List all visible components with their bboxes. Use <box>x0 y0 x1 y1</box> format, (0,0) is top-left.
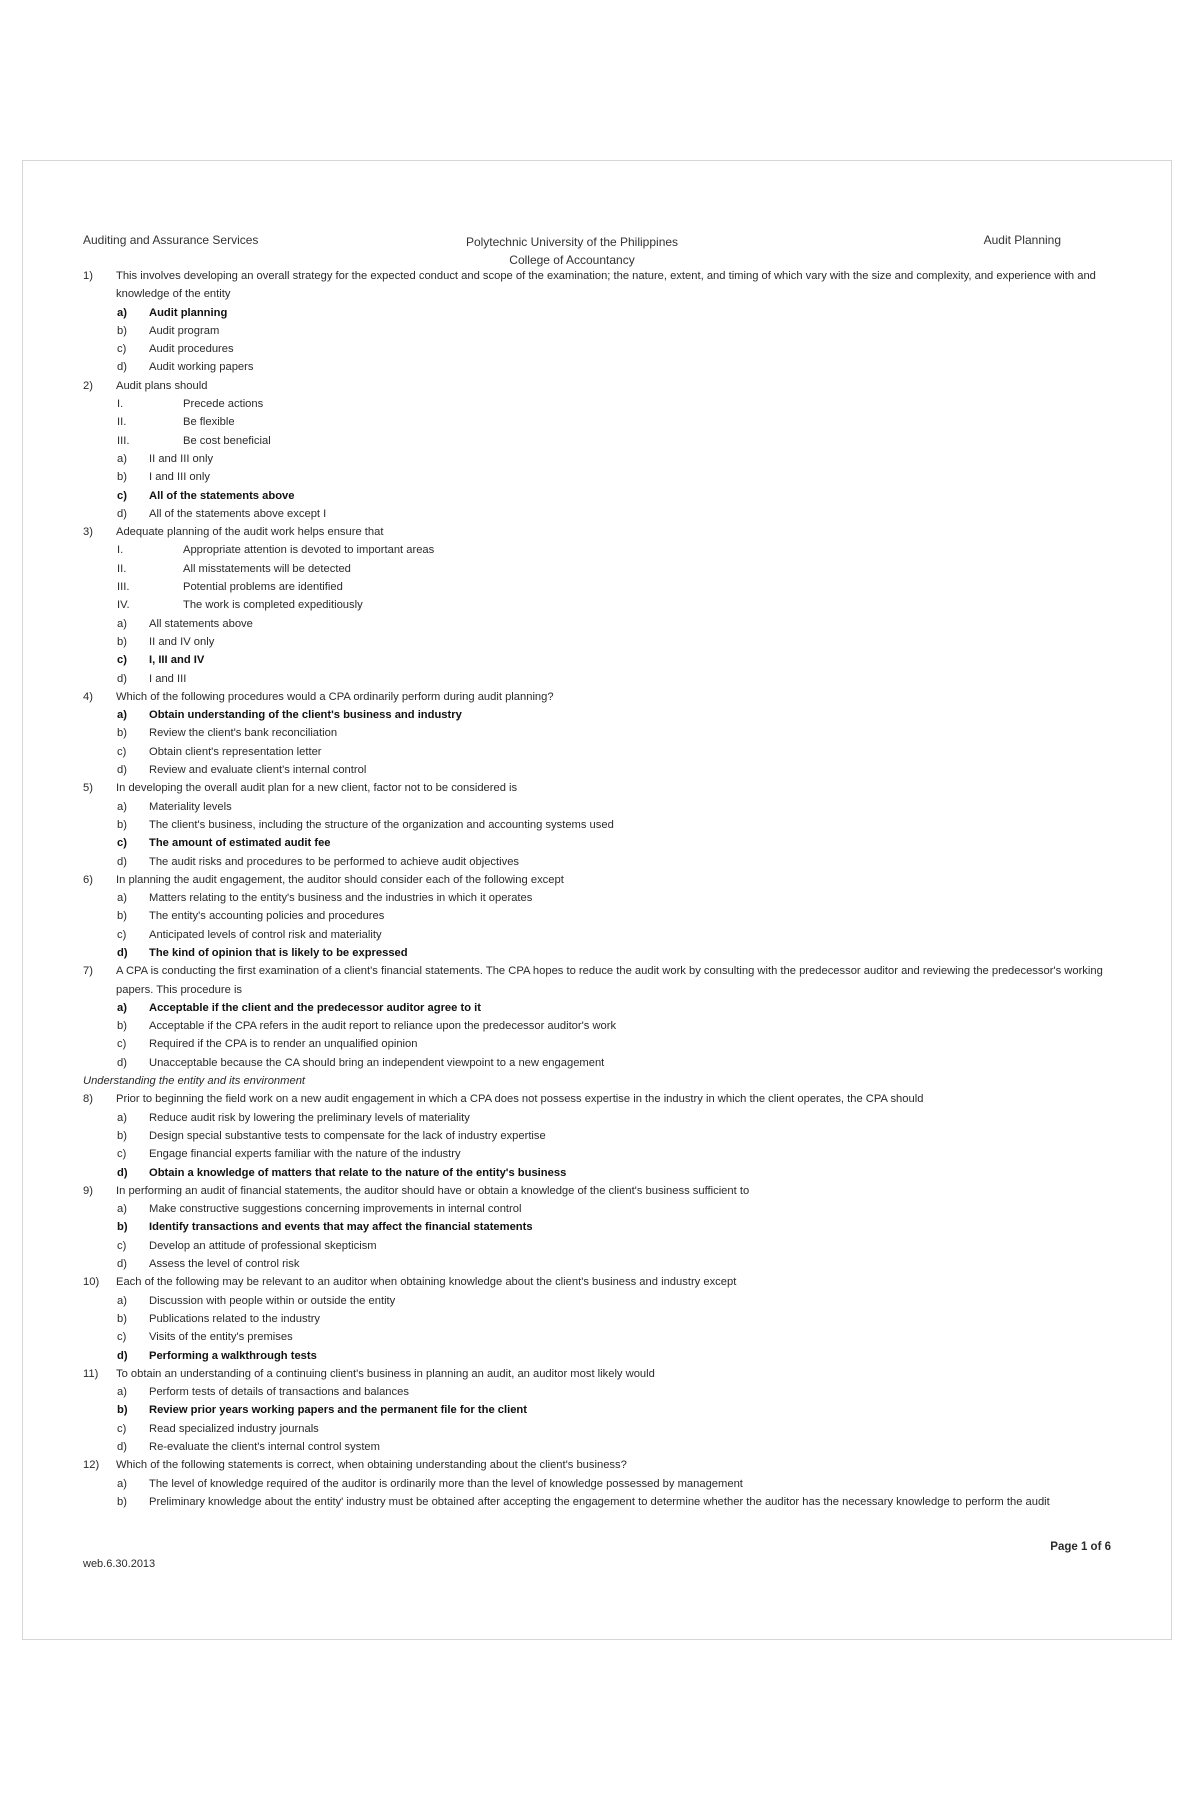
choice-label: a) <box>117 800 127 813</box>
choice-c <box>83 743 1111 761</box>
choice-label: d) <box>117 1441 127 1453</box>
choice-b <box>83 322 1111 340</box>
choice-text: Audit working papers <box>149 361 254 374</box>
choice-text: Materiality levels <box>149 800 232 813</box>
choice-text: Publications related to the industry <box>149 1312 321 1325</box>
choice-text: Re-evaluate the client's internal control system <box>149 1441 380 1453</box>
question-6 <box>83 871 1111 889</box>
question-text: This involves developing an overall strategy for the expected conduct and scope of the examination; the nature, extent, and timing of which vary with the size and complexity, and experience with and knowledge of the entity <box>116 270 1096 301</box>
question-number: 2) <box>83 379 93 392</box>
choice-label: c) <box>117 343 127 356</box>
choice-text: Identify transactions and events that may affect the financial statements <box>149 1221 533 1234</box>
choice-b <box>83 1017 1111 1035</box>
choice-label: c) <box>117 1331 127 1344</box>
choice-label: c) <box>117 1038 127 1051</box>
question-9 <box>83 1182 1111 1200</box>
choice-text: All statements above <box>149 617 253 630</box>
choice-text: The entity's accounting policies and procedures <box>149 910 385 923</box>
choice-label: d) <box>117 1166 128 1179</box>
choice-a <box>83 706 1111 724</box>
question-text: In developing the overall audit plan for a new client, factor not to be considered is <box>116 782 518 795</box>
choice-label: b) <box>117 635 127 648</box>
choice-c <box>83 1145 1111 1163</box>
choice-text: The amount of estimated audit fee <box>149 837 331 850</box>
choice-text: Unacceptable because the CA should bring an independent viewpoint to a new engagement <box>149 1056 605 1069</box>
choice-d <box>83 761 1111 779</box>
choice-c <box>83 487 1111 505</box>
choice-label: b) <box>117 1312 127 1325</box>
choice-text: All of the statements above <box>149 489 295 502</box>
choice-text: Potential problems are identified <box>183 581 343 594</box>
question-2 <box>83 377 1111 395</box>
choice-label: a) <box>117 1203 127 1216</box>
choice-text: Visits of the entity's premises <box>149 1331 293 1344</box>
question-5 <box>83 779 1111 797</box>
question-number: 3) <box>83 526 93 539</box>
choice-b <box>83 468 1111 486</box>
choice-text: Preliminary knowledge about the entity' industry must be obtained after accepting the engagement to determine whether the auditor has the necessary knowledge to perform the audit <box>149 1495 1050 1508</box>
choice-text: Performing a walkthrough tests <box>149 1349 317 1362</box>
choice-text: All misstatements will be detected <box>183 562 351 575</box>
choice-d <box>83 853 1111 871</box>
choice-a <box>83 999 1111 1017</box>
choice-text: The level of knowledge required of the auditor is ordinarily more than the level of knowledge possessed by management <box>149 1477 743 1490</box>
question-number: 1) <box>83 270 93 282</box>
question-text: Each of the following may be relevant to an auditor when obtaining knowledge about the client's business and industry except <box>116 1276 737 1289</box>
statement-iii <box>83 578 1111 596</box>
choice-label: a) <box>117 306 127 319</box>
choice-c <box>83 926 1111 944</box>
choice-label: a) <box>117 709 127 722</box>
header-university: Polytechnic University of the Philippines <box>465 235 679 249</box>
choice-label: c) <box>117 837 127 850</box>
header-topic: Audit Planning <box>983 233 1061 247</box>
choice-a <box>83 1292 1111 1310</box>
choice-a <box>83 1383 1111 1401</box>
choice-a <box>83 798 1111 816</box>
choice-text: II and III only <box>149 452 214 465</box>
question-10 <box>83 1273 1111 1291</box>
choice-text: The client's business, including the structure of the organization and accounting systems used <box>149 818 614 831</box>
choice-label: b) <box>117 324 127 337</box>
choice-c <box>83 1237 1111 1255</box>
choice-text: Anticipated levels of control risk and materiality <box>149 928 382 941</box>
choice-b <box>83 907 1111 925</box>
question-number: 6) <box>83 873 93 886</box>
choice-d <box>83 505 1111 523</box>
document-page <box>22 160 1172 1640</box>
choice-label: I. <box>117 398 124 411</box>
choice-text: Design special substantive tests to compensate for the lack of industry expertise <box>149 1129 546 1142</box>
question-number: 10) <box>83 1276 100 1289</box>
choice-label: b) <box>117 471 127 484</box>
page-number: Page 1 of 6 <box>1050 1541 1111 1553</box>
question-text: Which of the following statements is correct, when obtaining understanding about the client's business? <box>116 1459 627 1472</box>
question-number: 11) <box>83 1367 99 1380</box>
question-number: 4) <box>83 690 93 703</box>
statement-i <box>83 395 1111 413</box>
choice-text: Obtain a knowledge of matters that relate to the nature of the entity's business <box>149 1166 567 1179</box>
choice-c <box>83 1420 1111 1438</box>
statement-iv <box>83 596 1111 614</box>
choice-d <box>83 358 1111 376</box>
choice-text: Develop an attitude of professional skepticism <box>149 1239 377 1252</box>
choice-label: a) <box>117 892 127 905</box>
choice-c <box>83 651 1111 669</box>
choice-label: III. <box>117 434 130 447</box>
question-number: 9) <box>83 1184 93 1197</box>
choice-label: b) <box>117 727 127 740</box>
choice-text: Engage financial experts familiar with the nature of the industry <box>149 1148 461 1161</box>
choice-a <box>83 1200 1111 1218</box>
choice-text: Precede actions <box>183 398 264 411</box>
choice-label: III. <box>117 581 130 594</box>
choice-c <box>83 1328 1111 1346</box>
question-number: 7) <box>83 965 93 978</box>
choice-d <box>83 670 1111 688</box>
question-number: 12) <box>83 1459 100 1472</box>
choice-a <box>83 1475 1111 1493</box>
choice-text: Be cost beneficial <box>183 434 271 447</box>
choice-b <box>83 724 1111 742</box>
choice-text: Appropriate attention is devoted to important areas <box>183 544 435 557</box>
choice-label: b) <box>117 1495 127 1508</box>
statement-iii <box>83 432 1111 450</box>
question-11 <box>83 1365 1111 1383</box>
choice-text: The work is completed expeditiously <box>183 599 363 612</box>
choice-label: b) <box>117 1404 128 1417</box>
choice-label: II. <box>117 416 127 429</box>
choice-label: c) <box>117 1422 127 1435</box>
choice-text: Obtain client's representation letter <box>149 745 322 758</box>
choice-d <box>83 1438 1111 1456</box>
question-list <box>83 267 1111 1511</box>
choice-label: c) <box>117 654 127 667</box>
choice-d <box>83 1347 1111 1365</box>
choice-label: a) <box>117 1386 127 1399</box>
choice-label: a) <box>117 1111 127 1124</box>
choice-text: Matters relating to the entity's business and the industries in which it operates <box>149 892 533 905</box>
choice-text: The audit risks and procedures to be performed to achieve audit objectives <box>149 855 520 868</box>
choice-label: d) <box>117 1349 128 1362</box>
choice-a <box>83 889 1111 907</box>
choice-text: Assess the level of control risk <box>149 1258 300 1271</box>
choice-label: I. <box>117 544 124 557</box>
choice-text: Acceptable if the client and the predecessor auditor agree to it <box>149 1001 481 1014</box>
choice-label: c) <box>117 1239 127 1252</box>
choice-label: d) <box>117 507 127 520</box>
choice-text: Obtain understanding of the client's business and industry <box>149 709 462 722</box>
choice-label: b) <box>117 1221 128 1234</box>
choice-label: d) <box>117 1056 127 1069</box>
statement-ii <box>83 560 1111 578</box>
question-text: Prior to beginning the field work on a new audit engagement in which a CPA does not possess expertise in the industry in which the client operates, the CPA should <box>116 1093 924 1106</box>
choice-c <box>83 340 1111 358</box>
choice-text: Review the client's bank reconciliation <box>149 727 338 740</box>
choice-b <box>83 1310 1111 1328</box>
choice-b <box>83 1127 1111 1145</box>
choice-b <box>83 1493 1111 1511</box>
choice-a <box>83 615 1111 633</box>
choice-label: d) <box>117 1258 127 1271</box>
statement-ii <box>83 413 1111 431</box>
choice-text: Review and evaluate client's internal control <box>149 764 367 777</box>
choice-text: Reduce audit risk by lowering the preliminary levels of materiality <box>149 1111 470 1124</box>
choice-label: b) <box>117 910 127 923</box>
question-4 <box>83 688 1111 706</box>
choice-d <box>83 944 1111 962</box>
choice-a <box>83 450 1111 468</box>
question-7 <box>83 962 1111 999</box>
choice-label: c) <box>117 745 127 758</box>
choice-text: Read specialized industry journals <box>149 1422 319 1435</box>
choice-c <box>83 1035 1111 1053</box>
choice-label: a) <box>117 617 127 630</box>
choice-label: d) <box>117 764 127 777</box>
choice-text: Discussion with people within or outside the entity <box>149 1294 396 1307</box>
choice-label: b) <box>117 1020 127 1033</box>
choice-text: Audit procedures <box>149 343 234 356</box>
choice-label: II. <box>117 562 127 575</box>
question-text: In performing an audit of financial statements, the auditor should have or obtain a knowledge of the client's business sufficient to <box>116 1184 750 1197</box>
choice-label: d) <box>117 672 127 685</box>
choice-text: Audit program <box>149 324 220 337</box>
choice-text: Perform tests of details of transactions and balances <box>149 1386 409 1399</box>
choice-d <box>83 1054 1111 1072</box>
choice-label: a) <box>117 1477 127 1490</box>
question-text: A CPA is conducting the first examination of a client's financial statements. The CPA hopes to reduce the audit work by consulting with the predecessor auditor and reviewing the predecessor's working papers. This procedure is <box>116 965 1103 996</box>
question-text: To obtain an understanding of a continuing client's business in planning an audit, an auditor most likely would <box>116 1367 655 1380</box>
choice-text: II and IV only <box>149 635 215 648</box>
choice-label: a) <box>117 1294 127 1307</box>
question-text: Which of the following procedures would a CPA ordinarily perform during audit planning? <box>116 690 554 703</box>
choice-a <box>83 304 1111 322</box>
question-8 <box>83 1090 1111 1108</box>
choice-d <box>83 1255 1111 1273</box>
choice-text: Acceptable if the CPA refers in the audit report to reliance upon the predecessor auditor's work <box>149 1020 617 1033</box>
choice-text: I and III only <box>149 471 210 484</box>
question-number: 5) <box>83 782 93 795</box>
choice-text: I and III <box>149 672 187 685</box>
question-12 <box>83 1456 1111 1474</box>
choice-label: c) <box>117 489 127 502</box>
statement-i <box>83 541 1111 559</box>
question-text: In planning the audit engagement, the auditor should consider each of the following except <box>116 873 564 886</box>
choice-b <box>83 633 1111 651</box>
choice-text: I, III and IV <box>149 654 205 667</box>
question-text: Adequate planning of the audit work helps ensure that <box>116 526 384 539</box>
choice-text: Audit planning <box>149 306 228 319</box>
choice-b <box>83 1218 1111 1236</box>
choice-label: IV. <box>117 599 130 612</box>
choice-c <box>83 834 1111 852</box>
question-number: 8) <box>83 1093 93 1106</box>
choice-text: Required if the CPA is to render an unqualified opinion <box>149 1038 418 1051</box>
choice-d <box>83 1164 1111 1182</box>
header-institution <box>83 233 1061 269</box>
choice-text: The kind of opinion that is likely to be expressed <box>149 946 408 959</box>
choice-label: a) <box>117 452 127 465</box>
choice-label: b) <box>117 818 127 831</box>
choice-text: Review prior years working papers and the permanent file for the client <box>149 1404 527 1417</box>
choice-text: All of the statements above except I <box>149 507 327 520</box>
header-college: College of Accountancy <box>509 253 635 267</box>
question-3 <box>83 523 1111 541</box>
footer-date: web.6.30.2013 <box>83 1558 156 1570</box>
choice-label: d) <box>117 855 127 868</box>
section-heading: Understanding the entity and its environment <box>83 1075 306 1088</box>
choice-a <box>83 1109 1111 1127</box>
choice-label: a) <box>117 1001 127 1014</box>
choice-label: d) <box>117 361 127 374</box>
choice-text: Make constructive suggestions concerning improvements in internal control <box>149 1203 522 1216</box>
choice-b <box>83 1401 1111 1419</box>
header-course: Auditing and Assurance Services <box>83 233 259 247</box>
choice-text: Be flexible <box>183 416 235 429</box>
question-text: Audit plans should <box>116 379 208 392</box>
choice-label: c) <box>117 1148 127 1161</box>
choice-label: b) <box>117 1129 127 1142</box>
choice-label: c) <box>117 928 127 941</box>
question-1 <box>83 267 1111 304</box>
choice-label: d) <box>117 946 128 959</box>
choice-b <box>83 816 1111 834</box>
